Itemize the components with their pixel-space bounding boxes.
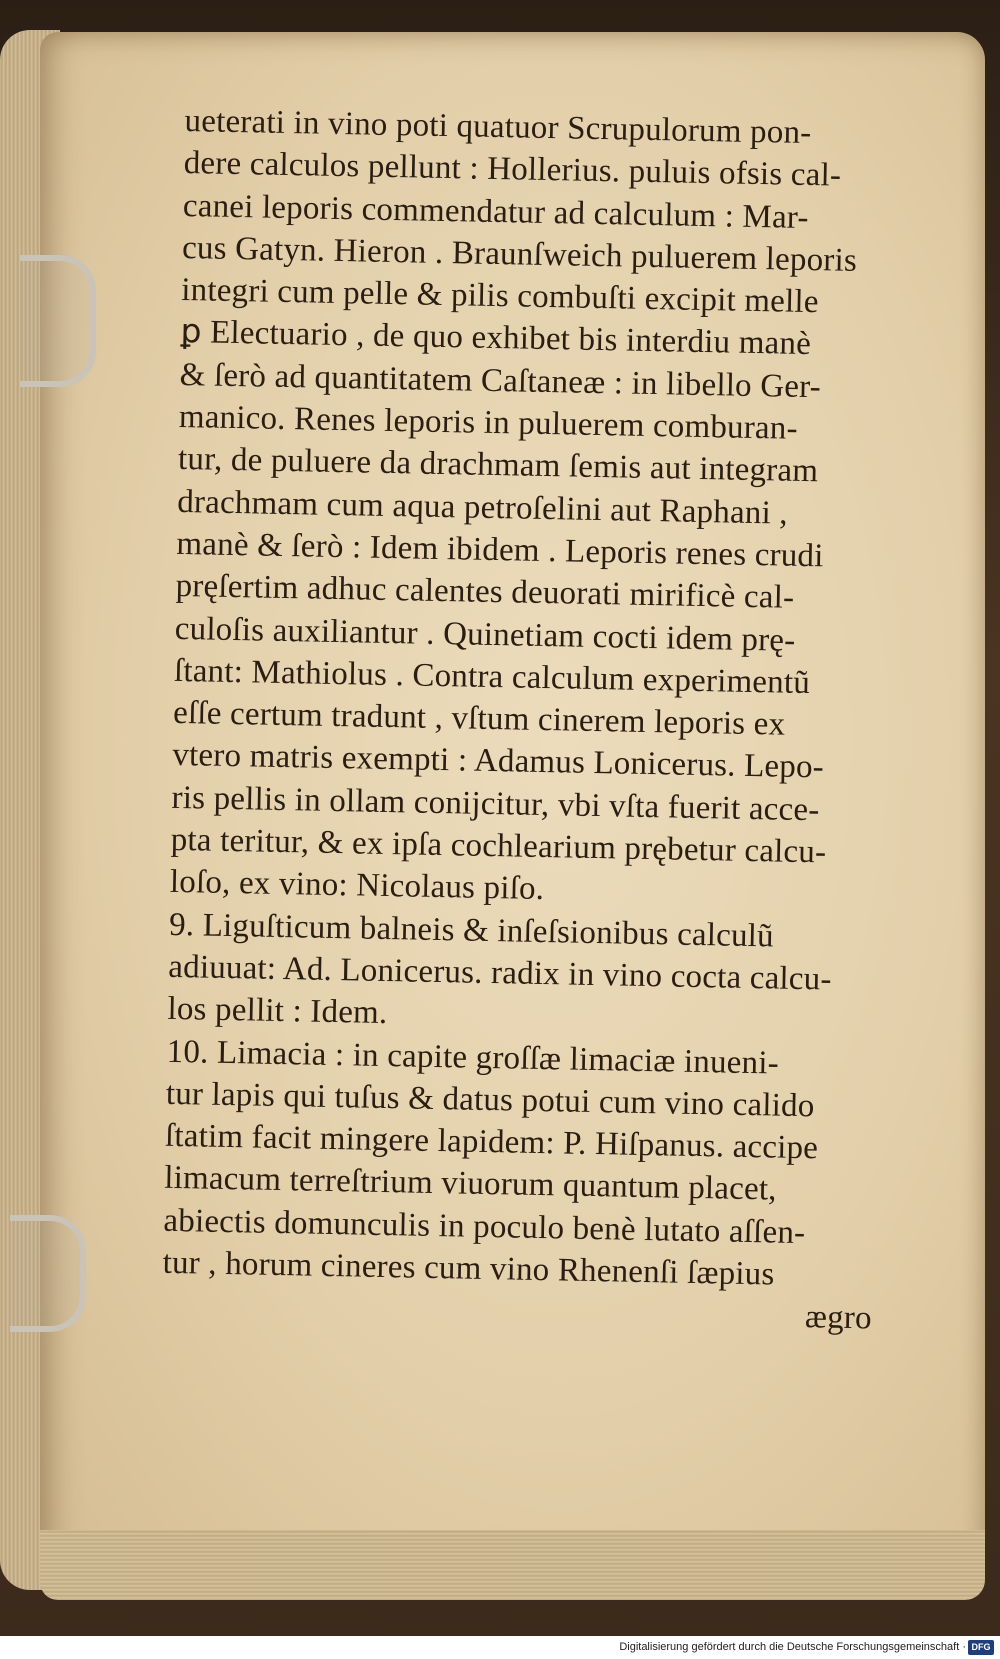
text-line: manè & ſerò : Idem ibidem . Leporis renes crudi (176, 525, 824, 575)
text-line: integri cum pelle & pilis combuſti excipit melle (181, 272, 819, 321)
catchword: ægro (804, 1299, 873, 1337)
text-line: dere calculos pellunt : Hollerius. puluis ofsis cal- (183, 145, 842, 194)
text-line: culoſis auxiliantur . Quinetiam cocti idem prę- (174, 610, 796, 659)
text-line: ris pellis in ollam conijcitur, vbi vſta fuerit acce- (171, 779, 820, 829)
book-clip-bottom (10, 1215, 86, 1332)
text-line: eſſe certum tradunt , vſtum cinerem leporis ex (172, 695, 786, 743)
dfg-logo-icon: DFG (968, 1640, 994, 1655)
page-stack-bottom (40, 1530, 985, 1600)
text-line: ueterati in vino poti quatuor Scrupulorum pon- (184, 102, 812, 152)
text-line: drachmam cum aqua petroſelini aut Raphani , (176, 483, 789, 532)
text-line: ſtatim facit mingere lapidem: P. Hiſpanus. accipe (164, 1117, 819, 1167)
text-line: los pellit : Idem. (167, 991, 388, 1032)
text-line: loſo, ex vino: Nicolaus piſo. (169, 864, 545, 908)
text-line: ꝑ Electuario , de quo exhibet bis interdiu manè (180, 314, 812, 363)
text-line: ſtant: Mathiolus . Contra calculum experimentũ (173, 652, 811, 701)
text-line: tur lapis qui tuſus & datus potui cum vino calido (165, 1075, 815, 1125)
text-line: 10. Limacia : in capite groſſæ limaciæ inueni- (166, 1033, 780, 1082)
footer-credit: Digitalisierung gefördert durch die Deutsche Forschungsgemeinschaft · (619, 1641, 966, 1653)
book-clip-top (20, 255, 96, 387)
text-line: vtero matris exempti : Adamus Lonicerus. Lepo- (172, 737, 825, 786)
digitization-footer (0, 1636, 1000, 1659)
text-line: abiectis domunculis in poculo benè lutato aſſen- (163, 1202, 806, 1251)
text-line: manico. Renes leporis in puluerem comburan- (178, 399, 799, 447)
text-line: & ſerò ad quantitatem Caſtaneæ : in libello Ger- (179, 356, 822, 406)
text-line: cus Gatyn. Hieron . Braunſweich puluerem leporis (181, 229, 858, 279)
text-line: 9. Liguſticum balneis & inſeſsionibus calculũ (168, 906, 775, 955)
page-text (161, 100, 915, 1374)
text-line: tur , horum cineres cum vino Rhenenſi ſæpius (162, 1244, 775, 1293)
text-line: tur, de puluere da drachmam ſemis aut integram (177, 441, 819, 490)
text-line: canei leporis commendatur ad calculum : Mar- (182, 187, 809, 236)
text-line: adiuuat: Ad. Lonicerus. radix in vino cocta calcu- (168, 948, 832, 998)
text-line: limacum terreſtrium viuorum quantum placet, (163, 1160, 778, 1208)
text-line: pręſertim adhuc calentes deuorati mirificè cal- (175, 568, 795, 617)
text-line: pta teritur, & ex ipſa cochlearium prębetur calcu- (170, 821, 827, 871)
